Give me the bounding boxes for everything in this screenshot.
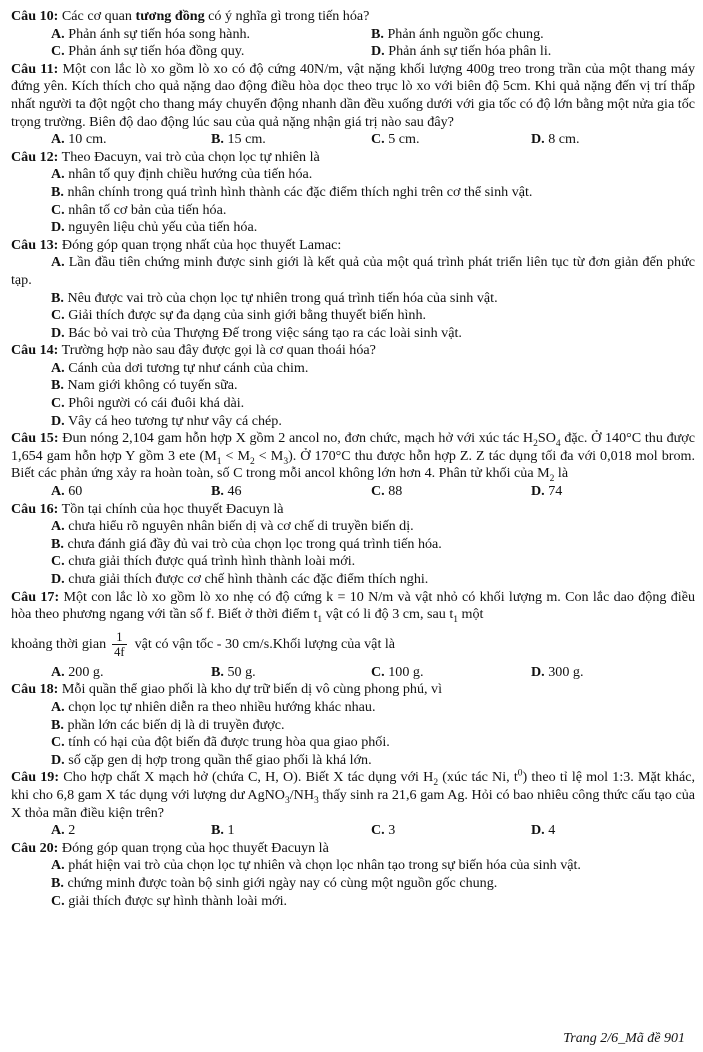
option-c: C. Giải thích được sự đa dạng của sinh giới bằng thuyết biến hình. [51,307,427,324]
option-c: C. nhân tố cơ bản của tiến hóa. [51,201,227,218]
option-d: D. Phản ánh sự tiến hóa phân li. [371,43,552,60]
question-label: Câu 15: [11,430,59,447]
option-a: A. Phản ánh sự tiến hóa song hành. [51,25,251,42]
option-d: D. số cặp gen dị hợp trong quần thể giao phối là khá lớn. [51,751,372,768]
options-row [11,43,695,61]
question-14 [11,342,695,360]
question-11 [11,61,695,131]
question-label: Câu 18: [11,681,59,698]
option-a: A. chọn lọc tự nhiên diễn ra theo nhiều hướng khác nhau. [51,698,376,715]
option-c: C. 5 cm. [371,131,420,148]
question-17: Câu 17: Một con lắc lò xo gồm lò xo nhẹ có độ cứng k = 10 N/m và vật nhỏ có khối lượng m. Con lắc dao động điều hòa theo phương ngang với tần số f. Biết ở thời điểm $t_1$ vật có li độ 3 cm, sau $t_1$ một [11,588,696,625]
options-row [11,483,695,501]
question-label: Câu 14: [11,342,59,359]
question-15: Câu 15: Đun nóng 2,104 gam hỗn hợp X gồm 2 ancol no, đơn chức, mạch hở với xúc tác $H_2SO_4$ đặc. Ở 140°C thu được 1,654 gam hỗn hợp Y gồm 3 ete $(M_1 < M_2 < M_3)$. Ở 170°C thu được hỗn hợp Z. Z tác dụng tối đa với 0,018 mol brom. Biết các phản ứng xảy ra hoàn toàn, số C trong mỗi ancol không lớn hơn 4. Phân tử khối của $M_2$ là [11,430,695,485]
question-text: Đóng góp quan trọng nhất của học thuyết Lamac: [58,236,342,253]
option-c: C. tính có hại của đột biến đã được trung hòa qua giao phối. [51,734,390,751]
option-c: C. chưa giải thích được quá trình hình thành loài mới. [51,553,356,570]
option-d: D. Bác bỏ vai trò của Thượng Đế trong việc sáng tạo ra các loài sinh vật. [51,324,462,341]
question-18 [11,681,695,699]
option-d: D. 300 g. [531,663,584,680]
option-a: A. chưa hiểu rõ nguyên nhân biến dị và cơ chế di truyền biến dị. [51,518,414,535]
option-c: C. giải thích được sự hình thành loài mới. [51,892,288,909]
question-13 [11,237,695,255]
option-a: A. phát hiện vai trò của chọn lọc tự nhiên và chọn lọc nhân tạo trong sự biến hóa của sinh vật. [51,857,581,874]
option-d: D. 4 [531,822,556,839]
question-text: Theo Đacuyn, vai trò của chọn lọc tự nhiên là [58,148,320,165]
question-12 [11,149,695,167]
question-17-continued: khoảng thời gian $\frac{1}{4f}$ vật có vận tốc - 30 cm/s.Khối lượng của vật là [11,630,396,660]
option-c: C. 88 [371,483,403,500]
question-text: có ý nghĩa gì trong tiến hóa? [204,8,370,24]
question-16 [11,501,695,519]
question-20 [11,840,695,858]
question-label: Câu 11: [11,60,59,77]
option-b: B. 46 [211,483,242,500]
option-b: B. 50 g. [211,663,256,680]
option-c: C. 3 [371,822,396,839]
question-19: Câu 19: Cho hợp chất X mạch hở (chứa C, H, O). Biết X tác dụng với $H_2$ (xúc tác Ni, $t^0$) theo tỉ lệ mol 1:3. Mặt khác, khi cho 6,8 gam X tác dụng với lượng dư $AgNO_3/NH_3$ thấy sinh ra 21,6 gam Ag. Hỏi có bao nhiêu công thức cấu tạo của X thỏa mãn điều kiện trên? [11,768,695,821]
option-b: B. Phản ánh nguồn gốc chung. [371,25,544,42]
options-row [11,822,695,840]
option-a: A. 2 [51,822,76,839]
option-a: A. Cánh của dơi tương tự như cánh của chim. [51,359,309,376]
option-d: D. 74 [531,483,563,500]
question-label: Câu 20: [11,839,59,856]
option-c: C. Phản ánh sự tiến hóa đồng quy. [51,43,245,60]
exam-content [11,8,695,910]
question-label: Câu 12: [11,148,59,165]
option-b: B. Nêu được vai trò của chọn lọc tự nhiên trong quá trình tiến hóa của sinh vật. [51,289,498,306]
option-d: D. Vây cá heo tương tự như vây cá chép. [51,412,282,429]
question-label: Câu 16: [11,500,59,517]
option-d: D. nguyên liệu chủ yếu của tiến hóa. [51,219,258,236]
question-text-bold: tương đồng [135,8,205,24]
option-b: B. chứng minh được toàn bộ sinh giới ngày nay có cùng một nguồn gốc chung. [51,874,498,891]
option-a: A. Lần đầu tiên chứng minh được sinh giới là kết quả của một quá trình phát triển liên tục từ đơn giản đến phức tạp. [11,254,695,288]
option-d: D. chưa giải thích được cơ chế hình thành các đặc điểm thích nghi. [51,571,429,587]
option-d: D. 8 cm. [531,131,580,148]
option-c: C. Phôi người có cái đuôi khá dài. [51,395,245,412]
question-text: Mỗi quần thể giao phối là kho dự trữ biến dị vô cùng phong phú, vì [58,681,443,698]
question-text: Trường hợp nào sau đây được gọi là cơ quan thoái hóa? [58,342,376,359]
option-b: B. nhân chính trong quá trình hình thành các đặc điểm thích nghi trên cơ thể sinh vật. [51,183,533,200]
question-label: Câu 10: [11,8,59,24]
question-text: Tồn tại chính của học thuyết Đacuyn là [58,500,284,517]
page-footer: Trang 2/6_Mã đề 901 [563,1031,685,1046]
option-c: C. 100 g. [371,663,424,680]
question-label: Câu 19: [11,769,60,786]
options-row [11,26,695,44]
options-row [11,131,695,149]
option-b: B. chưa đánh giá đầy đủ vai trò của chọn lọc trong quá trình tiến hóa. [51,535,442,552]
question-text: Một con lắc lò xo gồm lò xo có độ cứng 40N/m, vật nặng khối lượng 400g treo trong trần của một thang máy đứng yên. Kích thích cho quả nặng dao động điều hòa dọc theo trục lò xo với biên độ 5cm. Khi quả nặng đến vị trí thấp nhất người ta đột ngột cho thang máy chuyển động nhanh dần đều xuống dưới với gia tốc có độ lớn bằng một nửa gia tốc trọng trường. Biên độ dao động lúc sau của quả nặng nhận giá trị nào sau đây? [11,60,695,130]
option-b: B. 15 cm. [211,131,266,148]
question-label: Câu 17: [11,588,60,605]
option-b: B. Nam giới không có tuyến sữa. [51,377,238,394]
option-a: A. nhân tố quy định chiều hướng của tiến hóa. [51,166,313,183]
option-a: A. 10 cm. [51,131,107,148]
option-b: B. phần lớn các biến dị là di truyền được. [51,716,285,733]
question-text: Đóng góp quan trọng của học thuyết Đacuyn là [58,839,329,856]
question-text: Các cơ quan [58,8,136,24]
fraction: $\frac{1}{4f}$ [114,630,125,660]
question-10 [11,8,695,26]
option-a: A. 200 g. [51,663,104,680]
question-label: Câu 13: [11,236,59,253]
option-b: B. 1 [211,822,235,839]
options-row [11,664,695,682]
option-a: A. 60 [51,483,83,500]
